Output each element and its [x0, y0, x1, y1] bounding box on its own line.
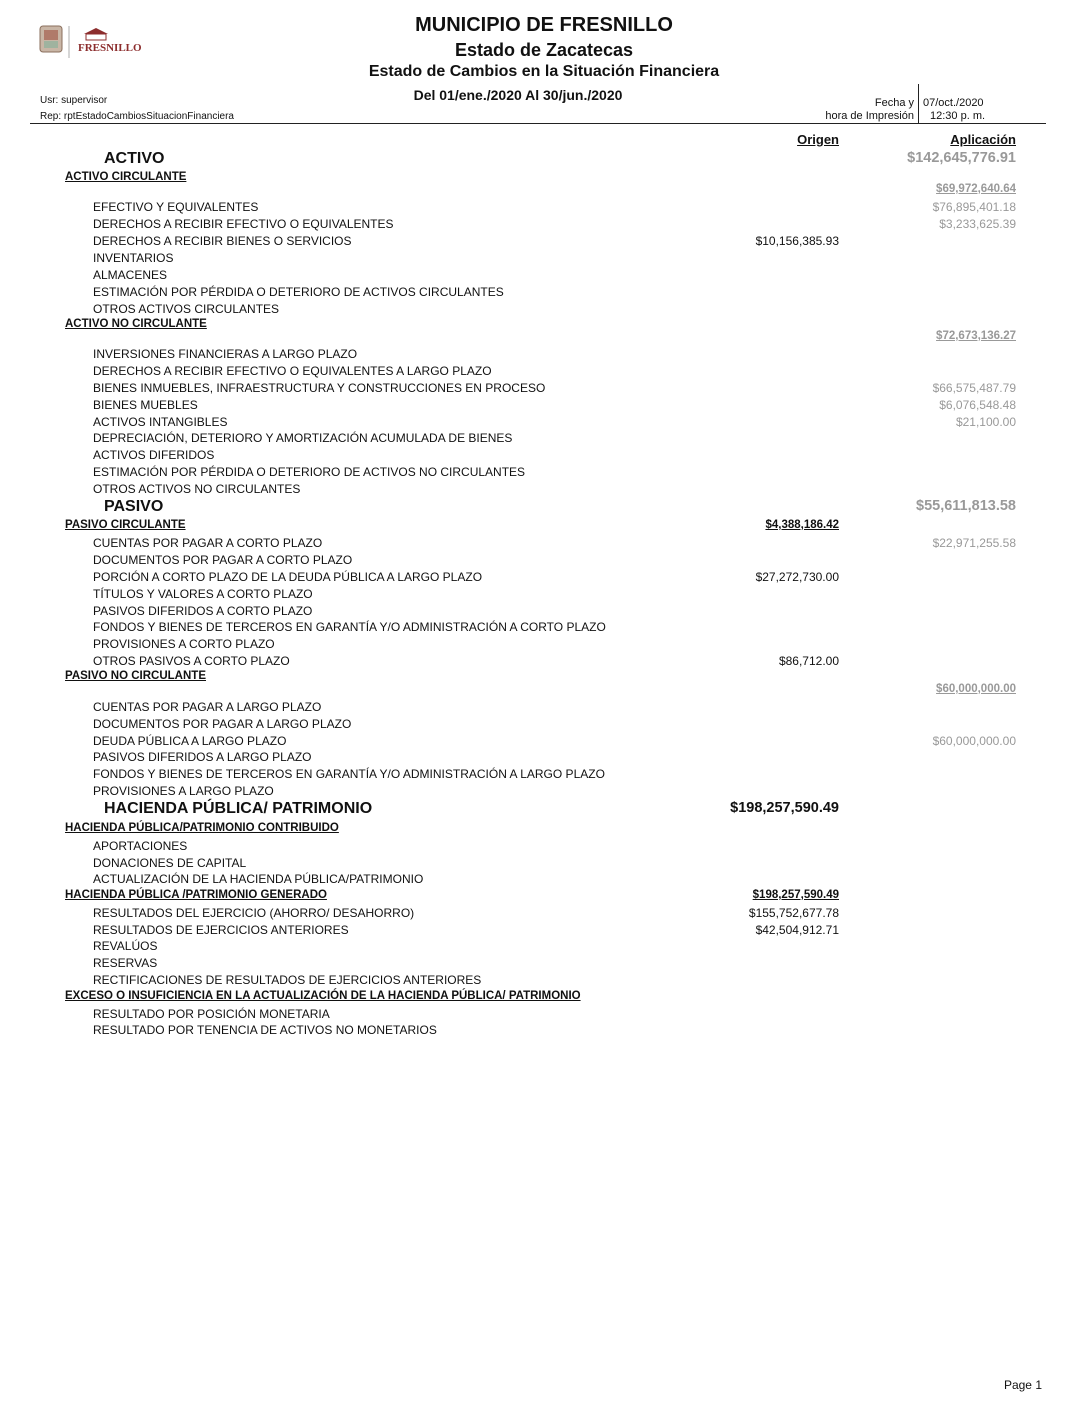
- row-label: PASIVOS DIFERIDOS A CORTO PLAZO: [93, 604, 313, 618]
- aplicacion-value: $72,673,136.27: [936, 330, 1016, 342]
- row-label: RESULTADOS DEL EJERCICIO (AHORRO/ DESAHORRO): [93, 906, 415, 920]
- hora-value: 12:30 p. m.: [930, 110, 986, 122]
- row-label: TÍTULOS Y VALORES A CORTO PLAZO: [93, 587, 313, 601]
- row-label: EXCESO O INSUFICIENCIA EN LA ACTUALIZACIÓN DE LA HACIENDA PÚBLICA/ PATRIMONIO: [65, 990, 581, 1002]
- account-row: [0, 536, 1088, 553]
- subtotal-row: [0, 683, 1088, 700]
- fecha-label: Fecha y: [874, 97, 914, 109]
- account-row: [0, 839, 1088, 856]
- account-row: [0, 872, 1088, 889]
- account-row: [0, 856, 1088, 873]
- row-label: HACIENDA PÚBLICA/PATRIMONIO CONTRIBUIDO: [65, 822, 339, 834]
- origen-value: $4,388,186.42: [765, 519, 839, 531]
- account-row: [0, 973, 1088, 990]
- page-number: Page 1: [1003, 1378, 1042, 1392]
- account-row: [0, 415, 1088, 432]
- row-label: EFECTIVO Y EQUIVALENTES: [93, 200, 259, 214]
- account-row: [0, 734, 1088, 751]
- row-label: ACTIVOS INTANGIBLES: [93, 415, 228, 429]
- col-origen: Origen: [797, 132, 839, 147]
- row-label: DONACIONES DE CAPITAL: [93, 856, 247, 870]
- section-row: [0, 150, 1088, 167]
- account-row: [0, 587, 1088, 604]
- account-row: [0, 448, 1088, 465]
- account-row: [0, 553, 1088, 570]
- section-row: [0, 800, 1088, 817]
- hora-label: hora de Impresión: [825, 110, 914, 122]
- row-label: RESERVAS: [93, 956, 158, 970]
- account-row: [0, 1023, 1088, 1040]
- aplicacion-value: $22,971,255.58: [932, 536, 1016, 550]
- account-row: [0, 784, 1088, 801]
- subtotal-row: [0, 330, 1088, 347]
- account-row: [0, 381, 1088, 398]
- subsection-row: [0, 889, 1088, 906]
- account-row: [0, 234, 1088, 251]
- origen-value: $10,156,385.93: [755, 234, 839, 248]
- row-label: DERECHOS A RECIBIR EFECTIVO O EQUIVALENTES A LARGO PLAZO: [93, 364, 492, 378]
- row-label: PASIVOS DIFERIDOS A LARGO PLAZO: [93, 750, 312, 764]
- account-row: [0, 251, 1088, 268]
- row-label: OTROS PASIVOS A CORTO PLAZO: [93, 654, 290, 668]
- account-row: [0, 200, 1088, 217]
- row-label: REVALÚOS: [93, 939, 158, 953]
- account-row: [0, 268, 1088, 285]
- report-name: Estado de Cambios en la Situación Financiera: [368, 63, 720, 80]
- row-label: ESTIMACIÓN POR PÉRDIDA O DETERIORO DE ACTIVOS CIRCULANTES: [93, 285, 504, 299]
- row-label: INVENTARIOS: [93, 251, 174, 265]
- row-label: ACTIVO NO CIRCULANTE: [65, 318, 207, 330]
- account-row: [0, 750, 1088, 767]
- row-label: PROVISIONES A CORTO PLAZO: [93, 637, 275, 651]
- origen-value: $155,752,677.78: [748, 906, 839, 920]
- account-row: [0, 717, 1088, 734]
- account-row: [0, 637, 1088, 654]
- row-label: HACIENDA PÚBLICA/ PATRIMONIO: [104, 800, 373, 817]
- row-label: PASIVO: [104, 498, 164, 515]
- aplicacion-value: $60,000,000.00: [936, 683, 1016, 695]
- subsection-row: [0, 990, 1088, 1007]
- fecha-value: 07/oct./2020: [923, 97, 984, 109]
- aplicacion-value: $69,972,640.64: [936, 183, 1016, 195]
- row-label: OTROS ACTIVOS NO CIRCULANTES: [93, 482, 301, 496]
- logo-wordmark: FRESNILLO: [78, 42, 142, 54]
- row-label: DERECHOS A RECIBIR BIENES O SERVICIOS: [93, 234, 352, 248]
- aplicacion-value: $6,076,548.48: [939, 398, 1016, 412]
- row-label: DEPRECIACIÓN, DETERIORO Y AMORTIZACIÓN ACUMULADA DE BIENES: [93, 431, 513, 445]
- origen-value: $86,712.00: [778, 654, 839, 668]
- row-label: RECTIFICACIONES DE RESULTADOS DE EJERCICIOS ANTERIORES: [93, 973, 482, 987]
- rep-label: Rep: rptEstadoCambiosSituacionFinanciera: [40, 111, 234, 122]
- account-row: [0, 906, 1088, 923]
- row-label: OTROS ACTIVOS CIRCULANTES: [93, 302, 280, 316]
- header-divider-vertical: [918, 84, 919, 124]
- row-label: PASIVO CIRCULANTE: [65, 519, 186, 531]
- report-title: MUNICIPIO DE FRESNILLO: [415, 14, 673, 36]
- aplicacion-value: $76,895,401.18: [932, 200, 1016, 214]
- account-row: [0, 570, 1088, 587]
- account-row: [0, 620, 1088, 637]
- row-label: ACTIVO: [104, 150, 165, 167]
- row-label: APORTACIONES: [93, 839, 188, 853]
- row-label: PROVISIONES A LARGO PLAZO: [93, 784, 274, 798]
- aplicacion-value: $55,611,813.58: [916, 498, 1016, 514]
- aplicacion-value: $60,000,000.00: [932, 734, 1016, 748]
- report-period: Del 01/ene./2020 Al 30/jun./2020: [413, 87, 623, 103]
- section-row: [0, 498, 1088, 515]
- account-row: [0, 217, 1088, 234]
- row-label: ACTUALIZACIÓN DE LA HACIENDA PÚBLICA/PATRIMONIO: [93, 872, 424, 886]
- aplicacion-value: $142,645,776.91: [907, 150, 1016, 166]
- row-label: ACTIVOS DIFERIDOS: [93, 448, 215, 462]
- row-label: RESULTADO POR TENENCIA DE ACTIVOS NO MONETARIOS: [93, 1023, 437, 1037]
- row-label: RESULTADOS DE EJERCICIOS ANTERIORES: [93, 923, 349, 937]
- row-label: FONDOS Y BIENES DE TERCEROS EN GARANTÍA Y/O ADMINISTRACIÓN A CORTO PLAZO: [93, 620, 606, 634]
- row-label: BIENES INMUEBLES, INFRAESTRUCTURA Y CONSTRUCCIONES EN PROCESO: [93, 381, 546, 395]
- account-row: [0, 347, 1088, 364]
- account-row: [0, 767, 1088, 784]
- origen-value: $42,504,912.71: [755, 923, 839, 937]
- subsection-row: [0, 822, 1088, 839]
- row-label: PASIVO NO CIRCULANTE: [65, 670, 206, 682]
- row-label: ACTIVO CIRCULANTE: [65, 171, 187, 183]
- row-label: PORCIÓN A CORTO PLAZO DE LA DEUDA PÚBLICA A LARGO PLAZO: [93, 570, 483, 584]
- account-row: [0, 923, 1088, 940]
- account-row: [0, 302, 1088, 319]
- account-row: [0, 654, 1088, 671]
- row-label: ESTIMACIÓN POR PÉRDIDA O DETERIORO DE ACTIVOS NO CIRCULANTES: [93, 465, 526, 479]
- row-label: DOCUMENTOS POR PAGAR A CORTO PLAZO: [93, 553, 353, 567]
- header-divider: [30, 123, 1046, 124]
- aplicacion-value: $3,233,625.39: [939, 217, 1016, 231]
- subtotal-row: [0, 183, 1088, 200]
- aplicacion-value: $21,100.00: [955, 415, 1016, 429]
- row-label: HACIENDA PÚBLICA /PATRIMONIO GENERADO: [65, 889, 327, 901]
- account-row: [0, 1007, 1088, 1024]
- origen-value: $27,272,730.00: [755, 570, 839, 584]
- account-row: [0, 700, 1088, 717]
- user-label: Usr: supervisor: [40, 95, 108, 106]
- row-label: DEUDA PÚBLICA A LARGO PLAZO: [93, 734, 287, 748]
- row-label: ALMACENES: [93, 268, 168, 282]
- report-state: Estado de Zacatecas: [454, 40, 634, 60]
- account-row: [0, 482, 1088, 499]
- account-row: [0, 939, 1088, 956]
- row-label: FONDOS Y BIENES DE TERCEROS EN GARANTÍA Y/O ADMINISTRACIÓN A LARGO PLAZO: [93, 767, 605, 781]
- row-label: RESULTADO POR POSICIÓN MONETARIA: [93, 1007, 330, 1021]
- origen-value: $198,257,590.49: [730, 800, 839, 816]
- account-row: [0, 604, 1088, 621]
- account-row: [0, 364, 1088, 381]
- account-row: [0, 465, 1088, 482]
- row-label: DOCUMENTOS POR PAGAR A LARGO PLAZO: [93, 717, 352, 731]
- subsection-row: [0, 519, 1088, 536]
- origen-value: $198,257,590.49: [752, 889, 839, 901]
- aplicacion-value: $66,575,487.79: [932, 381, 1016, 395]
- row-label: CUENTAS POR PAGAR A CORTO PLAZO: [93, 536, 323, 550]
- account-row: [0, 956, 1088, 973]
- row-label: INVERSIONES FINANCIERAS A LARGO PLAZO: [93, 347, 358, 361]
- account-row: [0, 431, 1088, 448]
- row-label: BIENES MUEBLES: [93, 398, 198, 412]
- account-row: [0, 285, 1088, 302]
- row-label: CUENTAS POR PAGAR A LARGO PLAZO: [93, 700, 322, 714]
- col-aplicacion: Aplicación: [950, 132, 1016, 147]
- row-label: DERECHOS A RECIBIR EFECTIVO O EQUIVALENTES: [93, 217, 394, 231]
- account-row: [0, 398, 1088, 415]
